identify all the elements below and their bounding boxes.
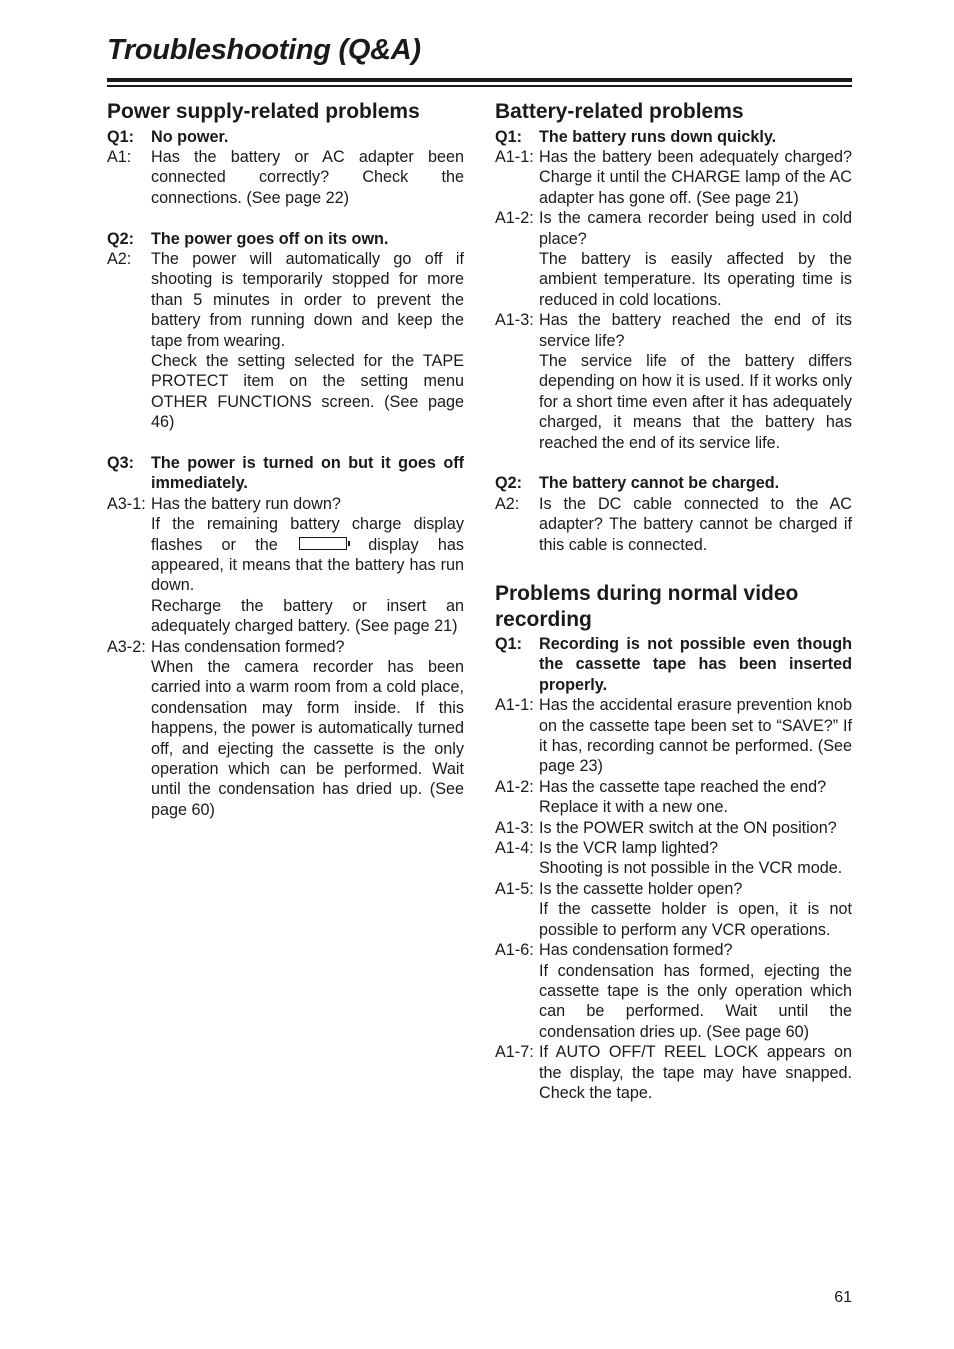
answer: A1-7: If AUTO OFF/T REEL LOCK appears on the display, the tape may have snapped. Check the tape. (495, 1043, 852, 1102)
question: Q1: No power. (107, 127, 229, 146)
answer: A2: Is the DC cable connected to the AC adapter? The battery cannot be charged if this cable is connected. (495, 494, 852, 554)
answer-detail: Shooting is not possible in the VCR mode. (539, 859, 843, 878)
answer: A1-2: Has the cassette tape reached the end? (495, 777, 827, 796)
battery-q2-block (495, 473, 852, 555)
battery-section-heading: Battery-related problems (495, 100, 744, 123)
answer: A1-2: Is the camera recorder being used in cold place? (495, 209, 852, 248)
answer-detail: The service life of the battery differs depending on how it is used. If it works only for a short time even after it has adequately charged, it means that the battery has reached the end of its service life. (539, 351, 852, 452)
question: Q2: The power goes off on its own. (107, 229, 389, 248)
answer: A3-2: Has condensation formed? (107, 637, 345, 656)
answer-detail: The battery is easily affected by the ambient temperature. Its operating time is reduced in cold locations. (539, 249, 852, 309)
power-section-heading: Power supply-related problems (107, 100, 420, 123)
recording-section-heading: Problems during normal video recording (495, 582, 799, 631)
power-q1-block (107, 127, 464, 209)
question: Q3: The power is turned on but it goes off immediately. (107, 453, 464, 493)
battery-empty-icon (299, 537, 347, 550)
answer-detail: When the camera recorder has been carried into a warm room from a cold place, condensation may form inside. If this happens, the power is automatically turned off, and ejecting the cassette is the only operation which can be performed. Wait until the condensation has dried up. (See page 60) (151, 658, 464, 819)
answer: A1-3: Is the POWER switch at the ON position? (495, 818, 837, 837)
answer: A1: Has the battery or AC adapter been connected correctly? Check the connections. (See page 22) (107, 147, 464, 207)
right-column (495, 99, 852, 1103)
page-number: 61 (834, 1289, 852, 1306)
answer-detail: Recharge the battery or insert an adequately charged battery. (See page 21) (151, 596, 464, 636)
question: Q1: Recording is not possible even though the cassette tape has been inserted properly. (495, 635, 852, 694)
answer-detail: Check the setting selected for the TAPE PROTECT item on the setting menu OTHER FUNCTIONS screen. (See page 46) (151, 351, 464, 432)
answer: A1-6: Has condensation formed? (495, 941, 733, 960)
answer: A1-1: Has the battery been adequately charged? Charge it until the CHARGE lamp of the AC adapter has gone off. (See page 21) (495, 147, 852, 207)
answer-detail: Replace it with a new one. (539, 798, 728, 817)
answer: A1-1: Has the accidental erasure prevention knob on the cassette tape been set to “SAVE?” If it has, recording cannot be performed. (See page 23) (495, 696, 852, 776)
answer: A1-5: Is the cassette holder open? (495, 879, 743, 898)
answer: A3-1: Has the battery run down? (107, 494, 341, 513)
recording-q1-block (495, 634, 852, 1103)
answer: A1-3: Has the battery reached the end of its service life? (495, 311, 852, 350)
left-column (107, 99, 464, 820)
power-q3-block (107, 453, 464, 820)
question: Q2: The battery cannot be charged. (495, 474, 780, 493)
title-rule-thick (107, 78, 852, 82)
answer-detail: If the remaining battery charge display flashes or the display has appeared, it means that the battery has run down. (151, 515, 464, 595)
power-q2-block (107, 229, 464, 433)
answer-detail: If the cassette holder is open, it is not possible to perform any VCR operations. (539, 900, 852, 939)
page-title: Troubleshooting (Q&A) (107, 34, 421, 66)
answer: A2: The power will automatically go off if shooting is temporarily stopped for more than 5 minutes in order to prevent the battery from running down and keep the tape from wearing. (107, 249, 464, 350)
question: Q1: The battery runs down quickly. (495, 127, 777, 146)
title-rule-thin (107, 85, 852, 87)
answer: A1-4: Is the VCR lamp lighted? (495, 839, 719, 858)
answer-detail: If condensation has formed, ejecting the cassette tape is the only operation which can be performed. Wait until the condensation dries up. (See page 60) (539, 961, 852, 1041)
battery-q1-block (495, 127, 852, 454)
